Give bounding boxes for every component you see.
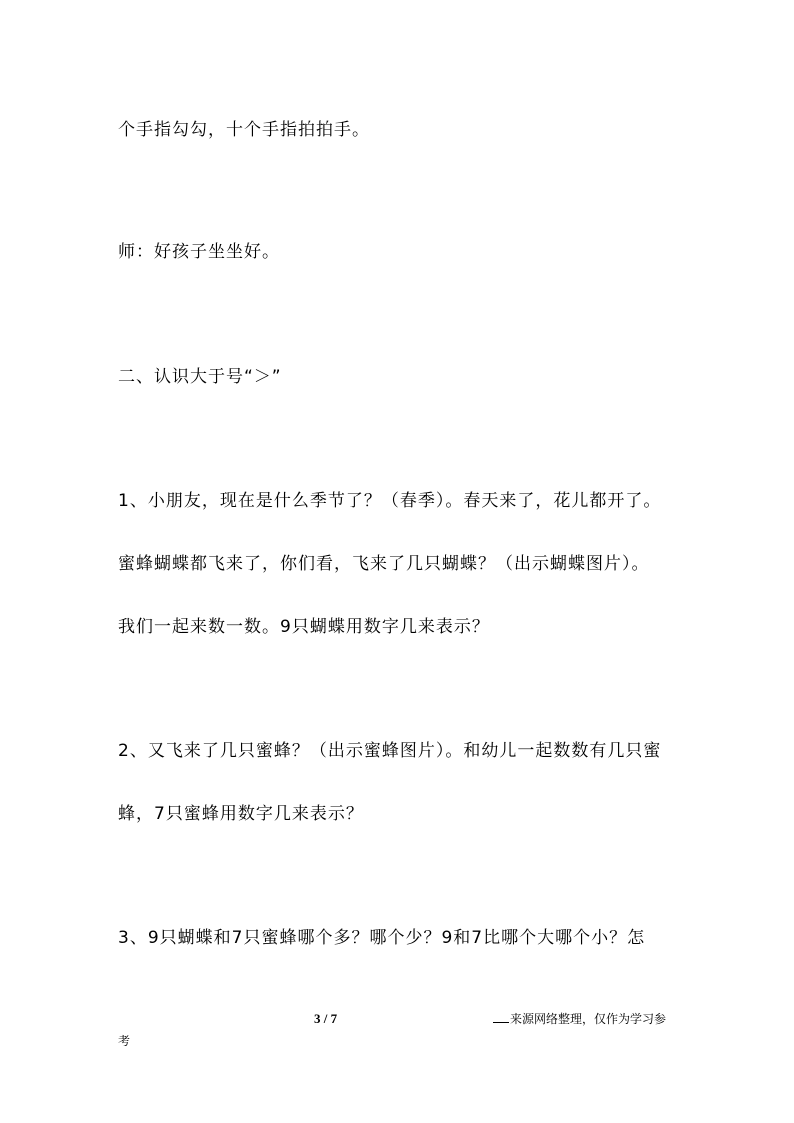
page-number: 3 / 7 [314,1011,338,1026]
paragraph-line: 师：好孩子坐坐好。 [118,242,280,262]
section-heading: 二、认识大于号“＞” [118,367,282,387]
paragraph-line: 我们一起来数一数。9只蝴蝶用数字几来表示？ [118,617,490,637]
footer-source-text: 来源网络整理，仅作为学习参 [510,1012,667,1026]
paragraph-line: 1、小朋友，现在是什么季节了？（春季）。春天来了，花儿都开了。 [118,491,662,511]
paragraph-line: 2、又飞来了几只蜜蜂？（出示蜜蜂图片）。和幼儿一起数数有几只蜜 [118,741,662,761]
paragraph-line: 3、9只蝴蝶和7只蜜蜂哪个多？哪个少？9和7比哪个大哪个小？怎 [118,928,646,948]
footer-source-continuation: 考 [118,1034,131,1048]
paragraph-line: 蜂，7只蜜蜂用数字几来表示？ [118,804,364,824]
paragraph-line: 个手指勾勾，十个手指拍拍手。 [118,120,370,140]
footer-source [493,1011,666,1027]
paragraph-line: 蜜蜂蝴蝶都飞来了，你们看，飞来了几只蝴蝶？（出示蝴蝶图片）。 [118,554,650,574]
underline-blank [493,1022,509,1023]
